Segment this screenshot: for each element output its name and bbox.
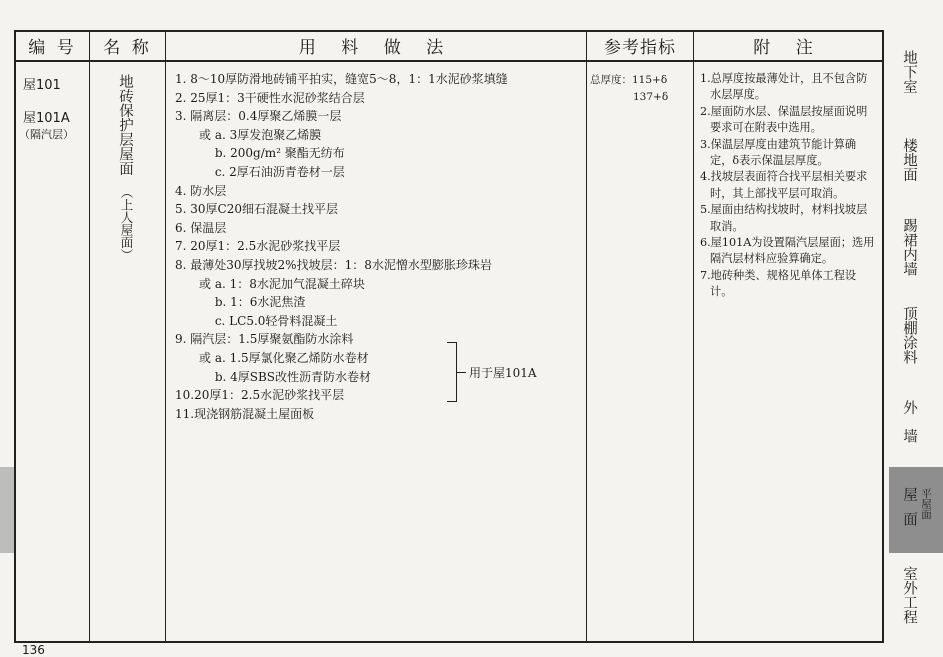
method-line: 11.现浇钢筋混凝土屋面板	[175, 406, 315, 421]
bracket-bottom	[447, 401, 457, 402]
side-tab-floor[interactable]: 楼地面	[901, 138, 917, 182]
page-number: 136	[22, 643, 45, 657]
method-line: 1. 8～10厚防滑地砖铺平拍实，缝宽5～8，1：1水泥砂浆填缝	[175, 72, 508, 86]
method-line: 2. 25厚1：3干硬性水泥砂浆结合层	[175, 90, 365, 105]
method-line: 5. 30厚C20细石混凝土找平层	[175, 202, 338, 217]
method-line: 9. 隔汽层：1.5厚聚氨酯防水涂料	[175, 332, 354, 347]
notes-list	[700, 71, 878, 301]
method-line: c. LC5.0轻骨料混凝土	[175, 313, 338, 328]
method-line: 6. 保温层	[175, 220, 227, 235]
method-line: 或 a. 3厚发泡聚乙烯膜	[175, 127, 322, 142]
method-line: 或 a. 1：8水泥加气混凝土碎块	[175, 276, 365, 291]
reference-total-thickness-alt: 137+δ	[633, 91, 669, 103]
method-line: 10.20厚1：2.5水泥砂浆找平层	[175, 388, 345, 403]
header-notes: 附 注	[753, 38, 823, 58]
method-line: 或 a. 1.5厚氯化聚乙烯防水卷材	[175, 350, 369, 365]
header-bottom-border	[14, 60, 884, 62]
side-tab-strip-left	[0, 467, 14, 553]
method-line: 4. 防水层	[175, 183, 227, 198]
header-code: 编 号	[28, 38, 77, 58]
name-sub: （上人屋面）	[119, 186, 134, 261]
table-top-border	[14, 30, 884, 32]
method-line: b. 4厚SBS改性沥青防水卷材	[175, 369, 372, 384]
table-left-border	[14, 30, 16, 643]
method-line: 7. 20厚1：2.5水泥砂浆找平层	[175, 239, 341, 254]
code-secondary: 屋101A	[23, 111, 70, 126]
code-primary: 屋101	[23, 78, 61, 93]
column-divider-4	[693, 30, 694, 643]
code-secondary-note: （隔汽层）	[19, 128, 74, 141]
side-tab-roof[interactable]: 屋面	[901, 487, 917, 536]
side-tab-outdoor-works[interactable]: 室外工程	[901, 566, 917, 624]
column-divider-1	[89, 30, 90, 643]
bracket-tick	[457, 372, 466, 373]
reference-total-thickness: 总厚度：115+δ	[590, 74, 668, 86]
method-line: 8. 最薄处30厚找坡2%找坡层：1：8水泥憎水型膨胀珍珠岩	[175, 257, 492, 272]
side-tab-ceiling-coating[interactable]: 顶棚涂料	[901, 306, 917, 364]
side-tab-exterior-wall[interactable]: 外墙	[901, 400, 917, 457]
note-item: 3.保温层厚度由建筑节能计算确定，δ表示保温层厚度。	[700, 137, 857, 168]
table-bottom-border	[14, 641, 884, 643]
side-tab-skirting-interior-wall[interactable]: 踢裙内墙	[901, 218, 917, 276]
header-reference: 参考指标	[604, 38, 676, 58]
bracket-label: 用于屋101A	[469, 366, 537, 380]
column-divider-3	[586, 30, 587, 643]
method-list	[175, 70, 508, 423]
note-item: 5.屋面由结构找坡时，材料找坡层取消。	[700, 203, 868, 233]
header-name: 名 称	[103, 38, 152, 58]
table-right-border	[882, 30, 884, 643]
header-method: 用 料 做 法	[298, 38, 454, 58]
side-tab-basement[interactable]: 地下室	[901, 50, 917, 94]
note-item: 1.总厚度按最薄处计，且不包含防水层厚度。	[700, 72, 868, 102]
method-line: c. 2厚石油沥青卷材一层	[175, 164, 345, 179]
note-item: 7.地砖种类、规格见单体工程设计。	[700, 268, 857, 299]
column-divider-2	[165, 30, 166, 643]
method-line: b. 200g/m² 聚酯无纺布	[175, 146, 345, 161]
side-tab-roof-sub: 平屋面	[920, 488, 932, 520]
method-line: b. 1：6水泥焦渣	[175, 295, 306, 310]
name-main: 地砖保护层屋面	[117, 74, 133, 176]
bracket-top	[447, 342, 457, 343]
note-item: 2.屋面防水层、保温层按屋面说明要求可在附表中选用。	[700, 104, 868, 135]
note-item: 6.屋101A为设置隔汽层屋面；选用隔汽层材料应验算确定。	[700, 236, 875, 266]
note-item: 4.找坡层表面符合找平层相关要求时，其上部找平层可取消。	[700, 170, 868, 200]
method-line: 3. 隔离层：0.4厚聚乙烯膜一层	[175, 109, 342, 124]
